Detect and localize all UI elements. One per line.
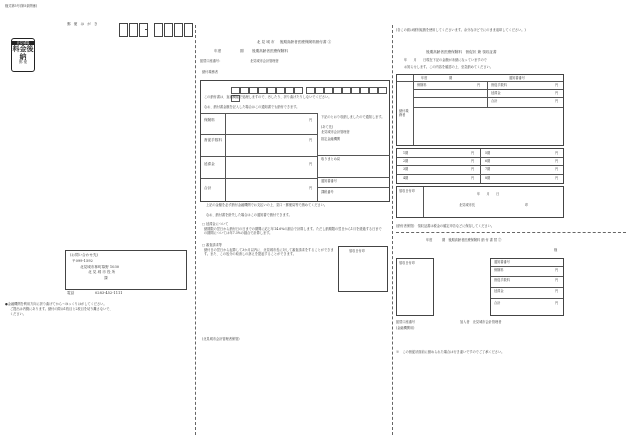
notice-bottom-1: 上記の金額を必ず納付金融機関でお支払いの上、窓口・郵便局等で納めてください。 [206, 203, 328, 207]
notice-title: 後期高齢者医療保険料納付書 [279, 40, 327, 44]
notice-year-label: 年度 [214, 49, 222, 53]
notice2-title: 期 後期高齢者医療保険料 納 付 書 替 ② [442, 238, 502, 242]
receipt-label: 領収日付印 [399, 189, 415, 193]
bottom-stamp-label: 領収日付印 [399, 261, 415, 265]
postal-code: 〒099-1592 [72, 259, 93, 263]
payer-side-label: 納付義務者 [399, 109, 409, 117]
yen-unit: 円 [309, 118, 313, 122]
stamp-bottom-text: 郵 便 [18, 60, 28, 65]
right-box-5: 取りまとめ局 [321, 157, 341, 161]
yen-unit: 円 [309, 162, 313, 166]
right-box-3: 北見城市会計管理者 [321, 130, 350, 134]
stamp-top-text: 北見城場 [12, 41, 34, 45]
notice-header [200, 40, 388, 44]
yen-unit: 円 [471, 167, 475, 171]
summary-fee: 督促手数料 [491, 83, 507, 87]
right-box-4: 指定金融機関 [321, 137, 341, 141]
yen-unit: 円 [555, 99, 559, 103]
left-note-3: ください。 [10, 312, 26, 316]
notice-stamp-label: 領収日付印 [349, 249, 365, 253]
yen-unit: 円 [555, 268, 559, 272]
inquiry-title: (お問い合わせ先) [70, 253, 98, 257]
right-top-year: 年 月 日現在下記の金額が未納になっていますので [404, 58, 487, 62]
yen-unit: 円 [471, 159, 475, 163]
receipt-note: (納付者保管) 領収証書は税金の確定申告などに保存してください。 [396, 224, 495, 228]
payer-label: 納付義務者 [202, 70, 218, 74]
row-label-fee: 督促手数料 [204, 138, 222, 142]
section-2-title: □ 審査請求等 [202, 243, 222, 247]
perforation-line-right [392, 25, 393, 435]
right-box-1: 下記のとおり収納しましたので通知します。 [321, 115, 385, 119]
notice2-year: 年度 [426, 238, 433, 242]
header-year: 年度 [421, 76, 428, 80]
right-box-6: 通知書番号 [321, 179, 337, 183]
period-6: 6期 [485, 159, 491, 163]
right-panel [396, 28, 626, 428]
period-1: 1期 [403, 151, 409, 155]
stamp-main-text: 料金後納 [12, 44, 34, 61]
left-note-1: ●金融機関を利用方向に折り曲げてから〜ゆっくりはがしてください。 [5, 302, 107, 306]
receipt-city: 北見城市長 [459, 203, 475, 207]
right-top-body: お知らせします。この内容を確認の上、至急納めてください。 [404, 65, 493, 69]
tel-label: 電話 [67, 291, 75, 295]
row-label-premium: 保険料 [204, 118, 215, 122]
right-box-7: 課税番号 [321, 190, 334, 194]
notice-stamp-box [338, 246, 388, 292]
bottom-institution: (金融機関用) [396, 326, 415, 330]
yen-unit: 円 [555, 278, 559, 282]
bottom-account-label: 振替口座番号 [396, 320, 416, 324]
right-top-note: (各この面は個別返納を使用してくださいます。余分なほどでにのまま返却してください。) [396, 28, 526, 32]
notice-instruction-2: なお、納付書金額を記入した場合はこの通知書でも納付できます。 [204, 105, 300, 109]
yen-unit: 円 [471, 151, 475, 155]
notice-num: ① [327, 40, 332, 44]
period-2: 2期 [403, 159, 409, 163]
yen-unit: 円 [477, 83, 481, 87]
office-address: 北見城市林町幕野 1030 [80, 265, 120, 269]
notice-instruction-1: この納付書は、直前機能で処理しますので、汚したり、折り曲げたりしないでください。 [204, 95, 332, 99]
period-8: 8期 [485, 176, 491, 180]
yen-unit: 円 [471, 176, 475, 180]
postal-code-boxes [119, 23, 194, 38]
bottom-amount-table [490, 258, 564, 316]
yen-unit: 円 [555, 167, 559, 171]
yen-unit: 円 [309, 186, 313, 190]
inquiry-box [65, 250, 187, 290]
section-1-body: 納期限の翌日から納付日の日までの期間に応じ年14.6%の割合で計算します。ただし納期限の翌日から1月を経過する日までの期間については年7.3%の割合で計算します。 [204, 227, 382, 235]
bottom-row-premium: 保険料 [494, 268, 504, 272]
bottom-note: ※ この督促状面前に納められた場合は行き違いですのでご了承ください。 [396, 350, 505, 354]
receipt-ymd: 年 月 日 [477, 192, 500, 196]
bottom-row-fee: 督促手数料 [494, 278, 510, 282]
postcard-panel [5, 10, 195, 435]
account-name: 北見城市会計管理者 [250, 59, 279, 63]
right-separator [396, 232, 626, 233]
receipt-seal: 印 [525, 203, 529, 207]
receipt-box [396, 186, 564, 218]
summary-table [396, 74, 564, 146]
summary-total: 合計 [491, 99, 498, 103]
yen-unit: 円 [555, 151, 559, 155]
notice-period-label: 期 [240, 49, 244, 53]
yen-unit: 円 [555, 176, 559, 180]
yen-unit: 円 [555, 301, 559, 305]
notice-panel [200, 40, 388, 435]
row-label-late: 延滞金 [204, 162, 215, 166]
section-2-body: 納付日の翌日から起算して3か月以内に、北見城市長に対して審査請求をすることができます。また、この処分の取消しの訴えを提起することができます。 [204, 248, 334, 256]
account-label: 振替口座番号： [200, 59, 223, 63]
header-notice-no: 通知書番号 [509, 76, 525, 80]
notice-bottom-2: なお、納付書を紛失した場合はこの通知書で納付できます。 [206, 213, 292, 217]
tel-number: 0283-452-1111 [95, 291, 123, 295]
right-box-2: (あて先) [321, 125, 334, 129]
header-period: 期 [449, 76, 453, 80]
bottom-payee: 加入者 北見城市会計管理者 [460, 320, 502, 324]
left-note-2: ご提出は内側にあります。納付の際は1枚目と2枚目を切り離さないで、 [10, 307, 113, 311]
bottom-row-total: 合計 [494, 301, 501, 305]
summary-late: 延滞金 [491, 91, 501, 95]
section-1-title: □ 延滞金について [202, 222, 229, 226]
notice-main-box [200, 80, 390, 202]
bottom-row-notice: 通知書番号 [494, 260, 510, 264]
notice2-sama: 様 [554, 248, 558, 252]
amount-table [201, 113, 317, 202]
period-4: 4期 [403, 176, 409, 180]
office-name: 北 見 城 市 役 所 [88, 270, 116, 274]
perforation-line-left [195, 25, 196, 435]
yen-unit: 円 [309, 138, 313, 142]
period-7: 7期 [485, 167, 491, 171]
yen-unit: 円 [555, 83, 559, 87]
period-3: 3期 [403, 167, 409, 171]
row-label-total: 合計 [204, 186, 212, 190]
notice-subtitle: 後期高齢者医療保険料 [252, 49, 288, 53]
notice-city: 北 見 城 市 [256, 40, 275, 44]
right-top-title: 後期高齢者医療保険料 督促状 兼 領収証書 [426, 50, 497, 54]
period-5: 5期 [485, 151, 491, 155]
yen-unit: 円 [555, 289, 559, 293]
form-code: 様式第5号(第5条関係) [5, 4, 38, 8]
period-grid [396, 148, 564, 184]
bottom-stamp-box [396, 258, 434, 316]
yen-unit: 円 [555, 159, 559, 163]
office-dept: 課 [104, 276, 108, 280]
yen-unit: 円 [555, 91, 559, 95]
postage-stamp [11, 38, 35, 72]
postcard-label: 郵 便 は が き [67, 22, 99, 26]
notice-footer: (北見城市会計管理者保管) [202, 337, 240, 341]
receipt-side [317, 113, 390, 201]
summary-premium: 保険料 [417, 83, 427, 87]
bottom-row-late: 延滞金 [494, 289, 504, 293]
